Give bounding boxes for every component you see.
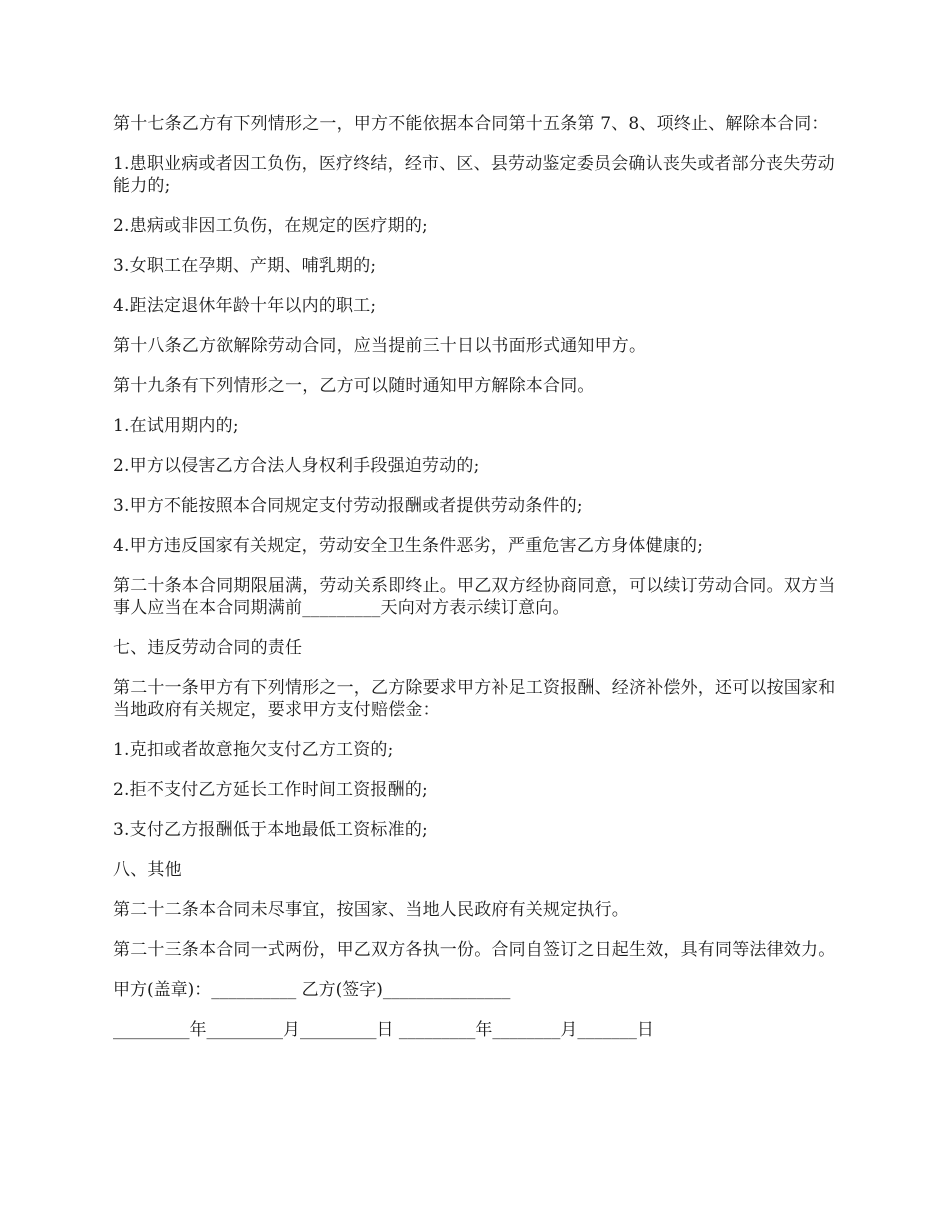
article-21-item-3: 3.支付乙方报酬低于本地最低工资标准的; [113, 820, 428, 840]
section-7-heading: 七、违反劳动合同的责任 [113, 638, 303, 658]
article-21-item-1: 1.克扣或者故意拖欠支付乙方工资的; [113, 740, 394, 760]
article-22: 第二十二条本合同未尽事宜，按国家、当地人民政府有关规定执行。 [113, 900, 629, 920]
article-19-item-4: 4.甲方违反国家有关规定，劳动安全卫生条件恶劣，严重危害乙方身体健康的; [113, 536, 704, 556]
article-17: 第十七条乙方有下列情形之一，甲方不能依据本合同第十五条第 7、8、项终止、解除本合同： [113, 114, 829, 134]
section-8-heading: 八、其他 [113, 860, 182, 880]
article-17-item-3: 3.女职工在孕期、产期、哺乳期的; [113, 256, 377, 276]
article-18: 第十八条乙方欲解除劳动合同，应当提前三十日以书面形式通知甲方。 [113, 336, 647, 356]
article-17-item-2: 2.患病或非因工负伤，在规定的医疗期的; [113, 216, 428, 236]
signature-date-line: _________年_________月_________日 _________年________月_______日 [113, 1020, 654, 1040]
article-21: 第二十一条甲方有下列情形之一，乙方除要求甲方补足工资报酬、经济补偿外，还可以按国家和当地政府有关规定，要求甲方支付赔偿金： [113, 678, 836, 720]
article-17-item-1: 1.患职业病或者因工负伤，医疗终结，经市、区、县劳动鉴定委员会确认丧失或者部分丧失劳动能力的; [113, 154, 835, 196]
article-20: 第二十条本合同期限届满，劳动关系即终止。甲乙双方经协商同意，可以续订劳动合同。双方当事人应当在本合同期满前_________天向对方表示续订意向。 [113, 576, 836, 618]
article-23: 第二十三条本合同一式两份，甲乙双方各执一份。合同自签订之日起生效，具有同等法律效力。 [113, 940, 836, 960]
article-19: 第十九条有下列情形之一，乙方可以随时通知甲方解除本合同。 [113, 376, 595, 396]
document-page [113, 113, 843, 1059]
article-19-item-3: 3.甲方不能按照本合同规定支付劳动报酬或者提供劳动条件的; [113, 496, 583, 516]
article-21-item-2: 2.拒不支付乙方延长工作时间工资报酬的; [113, 780, 428, 800]
article-19-item-1: 1.在试用期内的; [113, 416, 239, 436]
article-19-item-2: 2.甲方以侵害乙方合法人身权利手段强迫劳动的; [113, 456, 480, 476]
article-17-item-4: 4.距法定退休年龄十年以内的职工; [113, 296, 377, 316]
signature-line: 甲方(盖章)：__________ 乙方(签字)_______________ [113, 980, 511, 1000]
